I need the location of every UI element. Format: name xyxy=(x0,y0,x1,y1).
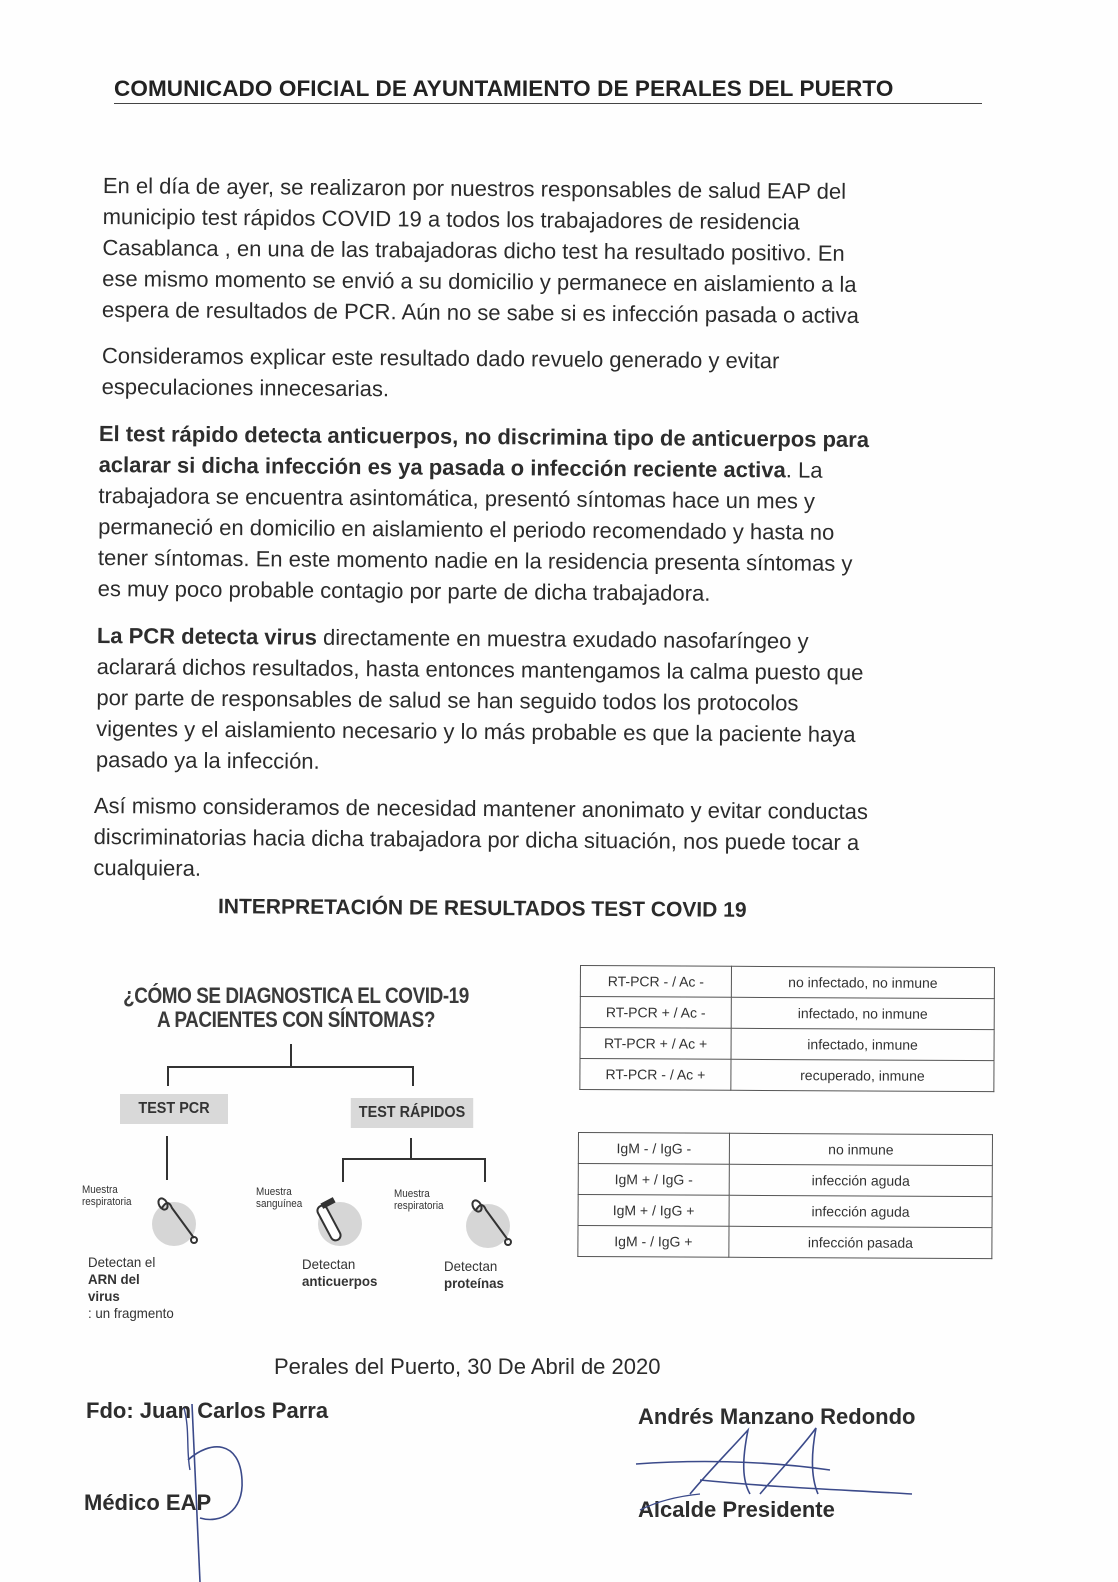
table-row xyxy=(580,966,994,999)
paragraph-line: por parte de responsables de salud se han seguido todos los protocolos xyxy=(96,684,799,716)
signatory-left-name: Fdo: Juan Carlos Parra xyxy=(86,1398,329,1423)
caption-text: Detectan xyxy=(444,1258,498,1274)
paragraph-line: En el día de ayer, se realizaron por nuestros responsables de salud EAP del xyxy=(102,172,847,204)
caption-text: Detectan xyxy=(302,1256,356,1272)
connector-line xyxy=(166,1136,168,1180)
blood-tube-icon xyxy=(310,1190,370,1250)
paragraph-line: Casablanca , en una de las trabajadoras dicho test ha resultado positivo. En xyxy=(102,234,845,266)
paragraph-line: pasado ya la infección. xyxy=(95,746,320,774)
paragraph-line: discriminatorias hacia dicha trabajadora por dicha situación, nos puede tocar a xyxy=(93,823,860,856)
paragraph-line: municipio test rápidos COVID 19 a todos los trabajadores de residencia xyxy=(102,203,800,235)
connector-line xyxy=(410,1138,412,1158)
paragraph-line: aclarará dichos resultados, hasta entonces mantengamos la calma puesto que xyxy=(96,653,864,686)
bold-statement: La PCR detecta virus xyxy=(96,622,318,650)
paragraph-line: vigentes y el aislamiento necesario y lo más probable es que la paciente haya xyxy=(96,715,856,747)
sample-label-line: Muestra xyxy=(256,1186,292,1198)
table-cell-test: IgM - / IgG + xyxy=(578,1226,729,1258)
sample-label xyxy=(256,1186,302,1210)
connector-line xyxy=(484,1158,486,1182)
table-cell-result: infección aguda xyxy=(729,1195,992,1227)
caption-text: Detectan el xyxy=(88,1254,156,1270)
paragraph-text: directamente en muestra exudado nasofaríngeo y xyxy=(316,624,809,654)
table-row xyxy=(580,997,994,1030)
section-title: INTERPRETACIÓN DE RESULTADOS TEST COVID 19 xyxy=(217,895,747,922)
table-cell-result: recuperado, inmune xyxy=(731,1059,994,1091)
table-cell-test: IgM - / IgG - xyxy=(578,1133,729,1165)
paragraph-line: es muy poco probable contagio por parte de dicha trabajadora. xyxy=(97,575,711,606)
paragraph-line: cualquiera. xyxy=(93,854,202,881)
sample-label-line: respiratoria xyxy=(82,1196,132,1208)
table-cell-result: infección aguda xyxy=(729,1164,992,1196)
table-cell-test: RT-PCR - / Ac - xyxy=(580,966,731,998)
diagram-title-line: ¿CÓMO SE DIAGNOSTICA EL COVID-19 xyxy=(123,983,469,1008)
pcr-antibody-table xyxy=(579,965,995,1092)
table-cell-result: no inmune xyxy=(729,1133,992,1165)
signatory-right-role: Alcalde Presidente xyxy=(638,1497,835,1522)
paragraph-line: ese mismo momento se envió a su domicilio y permanece en aislamiento a la xyxy=(102,265,857,297)
table-row xyxy=(578,1195,992,1228)
caption-bold: virus xyxy=(88,1288,120,1304)
paragraph-line: trabajadora se encuentra asintomática, presentó síntomas hace un mes y xyxy=(98,482,816,514)
caption-bold: proteínas xyxy=(444,1275,504,1291)
paragraph-line: espera de resultados de PCR. Aún no se sabe si es infección pasada o activa xyxy=(101,296,860,328)
sample-label-line: Muestra xyxy=(82,1184,118,1196)
test-pcr-box: TEST PCR xyxy=(120,1094,228,1124)
table-row xyxy=(578,1226,992,1259)
table-cell-test: RT-PCR + / Ac + xyxy=(580,1028,731,1060)
paragraph-line: permaneció en domicilio en aislamiento el periodo recomendado y hasta no xyxy=(98,513,835,545)
paragraph-anonymity xyxy=(93,790,868,889)
swab-icon xyxy=(456,1192,516,1252)
table-cell-result: infectado, inmune xyxy=(731,1028,994,1060)
protein-caption xyxy=(444,1258,504,1292)
igm-igg-table xyxy=(577,1132,993,1259)
signatory-right-name: Andrés Manzano Redondo xyxy=(638,1404,916,1429)
sample-label-line: respiratoria xyxy=(394,1200,444,1212)
paragraph-rapid-test xyxy=(98,418,870,610)
paragraph-announcement xyxy=(102,170,860,331)
diagram-title xyxy=(115,984,476,1032)
caption-bold: ARN del xyxy=(88,1271,140,1287)
test-rapid-box: TEST RÁPIDOS xyxy=(351,1098,473,1128)
table-row xyxy=(578,1133,992,1166)
paragraph-line: Consideramos explicar este resultado dado revuelo generado y evitar xyxy=(101,342,780,374)
connector-line xyxy=(342,1158,486,1160)
bold-statement: aclarar si dicha infección es ya pasada o infección reciente activa xyxy=(98,451,786,483)
table-row xyxy=(580,1059,994,1092)
table-cell-test: IgM + / IgG - xyxy=(578,1164,729,1196)
caption-bold: anticuerpos xyxy=(302,1273,378,1289)
paragraph-line: Así mismo consideramos de necesidad mantener anonimato y evitar conductas xyxy=(93,792,869,825)
document-title: COMUNICADO OFICIAL DE AYUNTAMIENTO DE PERALES DEL PUERTO xyxy=(114,76,982,104)
table-row xyxy=(578,1164,992,1197)
pcr-caption xyxy=(88,1254,174,1322)
sample-label xyxy=(394,1188,444,1212)
table-row xyxy=(580,1028,994,1061)
table-cell-result: infección pasada xyxy=(729,1226,992,1258)
table-cell-result: no infectado, no inmune xyxy=(731,966,994,998)
connector-line xyxy=(412,1066,414,1086)
connector-line xyxy=(290,1044,292,1066)
table-cell-result: infectado, no inmune xyxy=(731,997,994,1029)
paragraph-pcr xyxy=(96,620,864,781)
paragraph-line: tener síntomas. En este momento nadie en la residencia presenta síntomas y xyxy=(97,544,853,576)
paragraph-explanation xyxy=(102,340,780,407)
blood-caption xyxy=(302,1256,377,1290)
signatory-left-role: Médico EAP xyxy=(84,1490,212,1515)
swab-icon xyxy=(142,1190,202,1250)
bold-statement: El test rápido detecta anticuerpos, no discrimina tipo de anticuerpos para xyxy=(98,420,870,453)
sample-label xyxy=(82,1184,132,1208)
sample-label-line: Muestra xyxy=(394,1188,430,1200)
connector-line xyxy=(167,1066,169,1086)
diagram-title-line: A PACIENTES CON SÍNTOMAS? xyxy=(157,1007,435,1032)
connector-line xyxy=(342,1158,344,1182)
paragraph-line: especulaciones innecesarias. xyxy=(101,373,390,402)
table-cell-test: RT-PCR - / Ac + xyxy=(580,1059,731,1091)
paragraph-text: . La xyxy=(785,457,823,483)
diagnosis-diagram xyxy=(76,982,516,1321)
table-cell-test: IgM + / IgG + xyxy=(578,1195,729,1227)
sample-label-line: sanguínea xyxy=(256,1198,303,1210)
place-and-date: Perales del Puerto, 30 De Abril de 2020 xyxy=(274,1354,661,1379)
connector-line xyxy=(167,1066,414,1068)
table-cell-test: RT-PCR + / Ac - xyxy=(580,997,731,1029)
caption-text: : un fragmento xyxy=(88,1305,174,1321)
